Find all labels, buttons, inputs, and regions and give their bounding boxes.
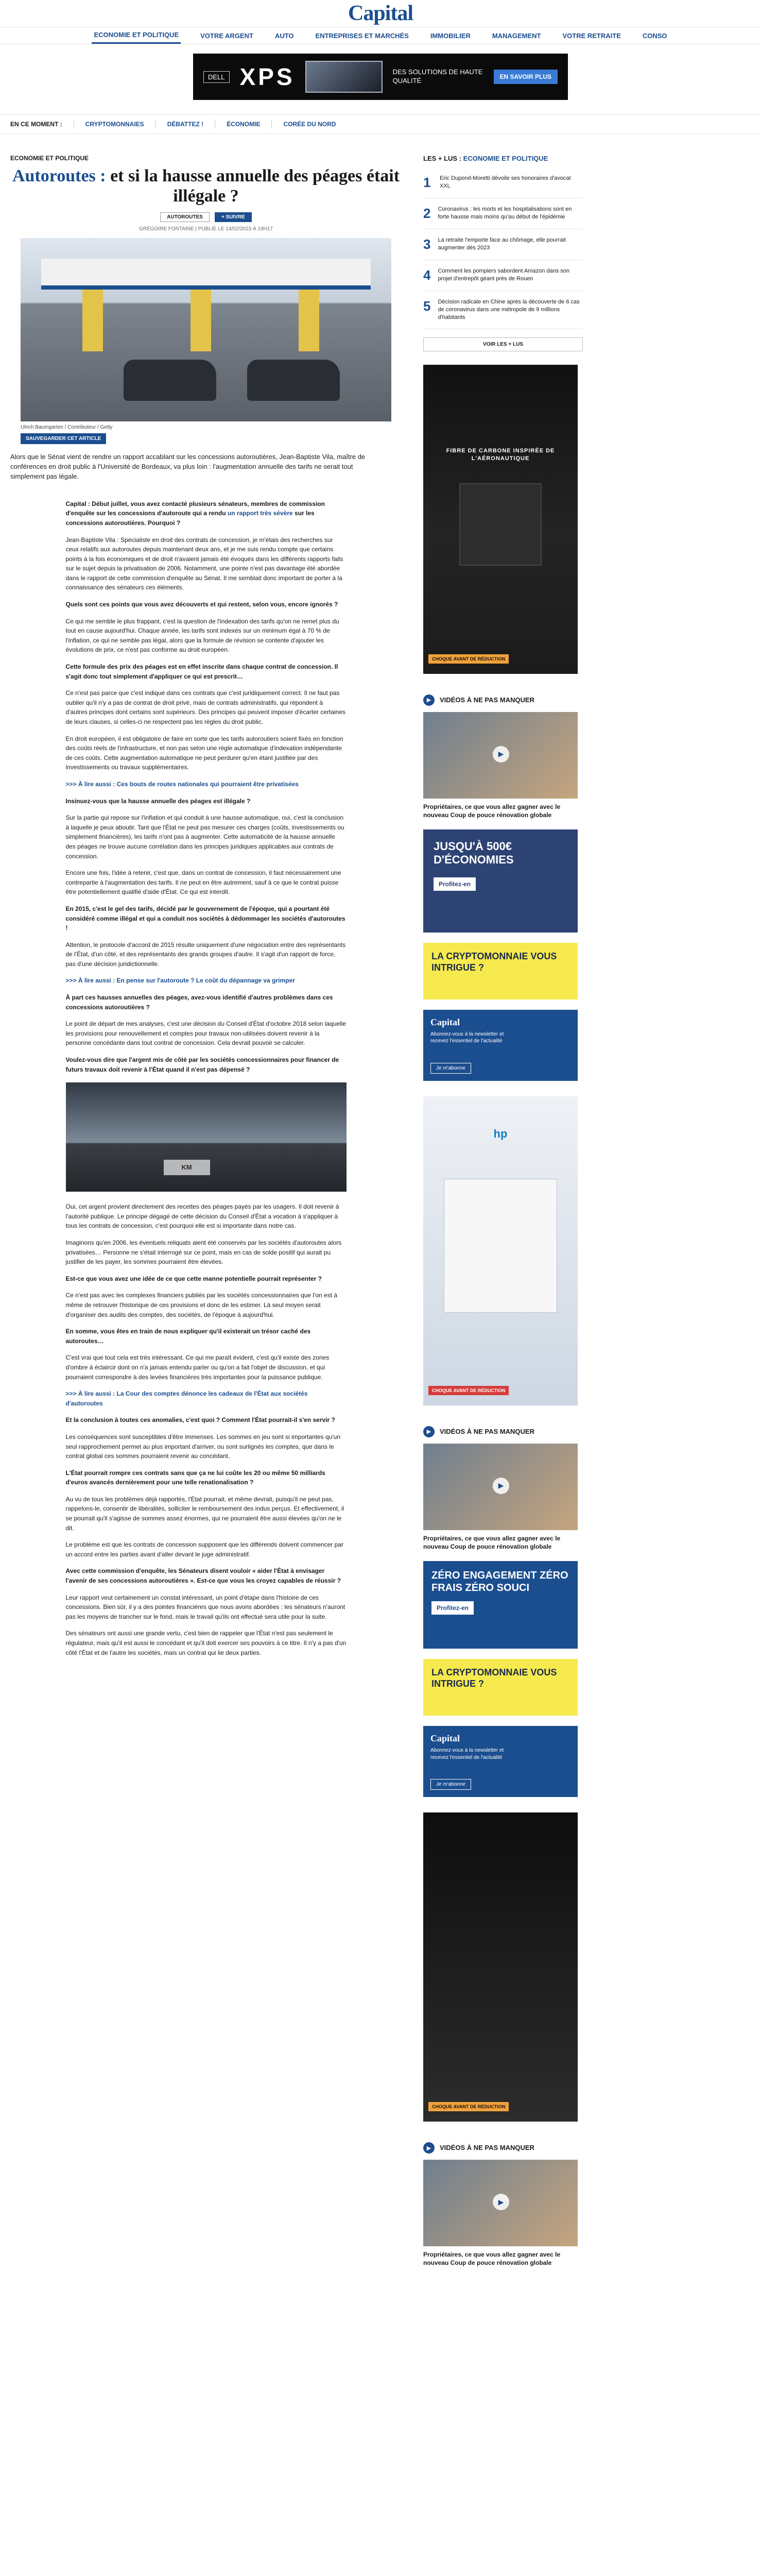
toll-canopy: [41, 259, 371, 290]
play-icon: ▶: [423, 1426, 435, 1437]
answer: Ce n'est pas parce que c'est indiqué dans ces contrats que c'est juridiquement correct. Il ne faut pas oublier qu'il n'y a pas de contrat de droit privé, mais de contrats administratifs, qui répondent à d'autres principes dont certains sont supérieurs. Des principes qui peuvent imposer d'écarter certaines de leurs clauses, si celles-ci ne respectent pas les règles du droit public.: [65, 689, 346, 725]
most-read-headline[interactable]: Eric Dupond-Moretti dévoile ses honoraires d'avocat XXL: [439, 175, 571, 189]
videos-header: [423, 694, 588, 706]
related-link[interactable]: >>> À lire aussi : La Cour des comptes dénonce les cadeaux de l'État aux sociétés d'autoroutes: [65, 1390, 308, 1407]
newsletter-button[interactable]: Je m'abonne: [430, 1063, 471, 1074]
trending-item-crypto[interactable]: CRYPTOMONNAIES: [85, 121, 144, 128]
image-credit: Ulrich Baumgarten / Contributeur / Getty: [21, 425, 113, 431]
toll-booth: [191, 290, 211, 351]
question: En 2015, c'est le gel des tarifs, décidé par le gouvernement de l'époque, qui a pourtant été considéré comme illégal et qui a conduit nos sociétés à dédommager les sociétés d'autoroutes !: [65, 905, 345, 932]
ad-cta-button[interactable]: CHOQUE AVANT DE RÉDUCTION: [428, 2102, 509, 2111]
rank-number: 2: [423, 206, 431, 221]
answer: Jean-Baptiste Vila : Spécialiste en droit des contrats de concession, je m'étais des recherches sur ceux relatifs aux autoroutes depuis maintenant deux ans, et je me suis rendu compte que certains points à la fois économiques et de droit n'avaient jamais été évoqués dans les différents rapports faits sur le sujet depuis la privatisation de 2006. Notamment, une pointe n'est pas davantage été abordée dans le rapport de cette commission d'enquête au Sénat. Il me semblait donc important de porter à la connaissance des sénateurs ces éléments.: [65, 536, 343, 591]
question: Et la conclusion à toutes ces anomalies, c'est quoi ? Comment l'État pourrait-il s'en servir ?: [65, 1416, 335, 1424]
answer: Les conséquences sont susceptibles d'être immenses. Les sommes en jeu sont si importantes qu'un seul rapprochement permet au plus important d'arriver, ou sont surlignés les comptes, que dans le contrat global ces sommes pourraient revenir au concédant.: [65, 1433, 341, 1460]
question: Avec cette commission d'enquête, les Sénateurs disent vouloir « aider l'État à envisager l'avenir de ses concessions autoroutières ». Est-ce que vous les croyez capables de réussir ?: [65, 1567, 341, 1585]
article-chapo: Alors que le Sénat vient de rendre un rapport accablant sur les concessions autoroutières, Jean-Baptiste Vila, maître de conférences en droit public à l'Université de Bordeaux, va plus loin : l'augmentation annuelle des tarifs ne serait tout simplement pas légale.: [10, 453, 366, 480]
crypto-card-title: LA CRYPTOMONNAIE VOUS INTRIGUE ?: [431, 951, 557, 973]
rank-number: 1: [423, 175, 431, 190]
videos-title: VIDÉOS À NE PAS MANQUER: [440, 1428, 534, 1436]
answer: Des sénateurs ont aussi une grande vertu, c'est bien de rappeler que l'État n'est pas seulement le régulateur, mais qu'il est aussi le concédant et qu'il doit exercer ses pouvoirs à ce titre. Il n'y a pas d'un côté l'État et de l'autre les sociétés, mais un contrat qui lie deux parties.: [65, 1630, 347, 1656]
question: À part ces hausses annuelles des péages, avez-vous identifié d'autres problèmes dans ces concessions autoroutières ?: [65, 994, 333, 1011]
question: Cette formule des prix des péages est en effet inscrite dans chaque contrat de concession. Il s'agit donc tout simplement d'appliquer ce qui est prescrit…: [65, 663, 338, 680]
article-byline: GRÉGOIRE FONTAINE | PUBLIÉ LE 14/02/2023 À 19H17: [139, 226, 273, 232]
newsletter-text: Abonnez-vous à la newsletter et recevez l'essentiel de l'actualité: [430, 1031, 504, 1044]
title-rest: et si la hausse annuelle des péages était illégale ?: [110, 166, 400, 206]
promo-text: DES SOLUTIONS DE HAUTE QUALITÉ: [392, 68, 483, 84]
video-caption[interactable]: Propriétaires, ce que vous allez gagner avec le nouveau Coup de pouce rénovation globale: [423, 803, 561, 819]
rank-number: 3: [423, 236, 431, 252]
trending-bar: [0, 114, 761, 134]
inline-link[interactable]: un rapport très sévère: [227, 510, 293, 517]
newsletter-logo: Capital: [430, 1733, 460, 1744]
ad-product-image: [444, 1179, 557, 1313]
answer: Au vu de tous les problèmes déjà rapportés, l'État pourrait, et même devrait, puisqu'il ne peut pas, rappelons-le, consentir de libéralités, solliciter le remboursement des indus perçus. Et effectivement, il se pourrait qu'il s'agisse de sommes assez énormes, qui ne pourraient être aussi élevées qu'on ne le dit.: [65, 1495, 344, 1532]
laptop-image: [305, 61, 383, 93]
main-nav: [0, 27, 761, 44]
car: [247, 360, 340, 401]
ad-skyscraper[interactable]: [423, 1096, 578, 1405]
videos-block: [423, 2142, 588, 2267]
nav-item-conso[interactable]: CONSO: [642, 31, 667, 40]
article-tags: [10, 212, 402, 222]
rank-number: 5: [423, 298, 431, 314]
toll-booth: [82, 290, 103, 351]
most-read-title: [423, 155, 578, 162]
video-caption[interactable]: Propriétaires, ce que vous allez gagner avec le nouveau Coup de pouce rénovation globale: [423, 2251, 561, 2267]
video-thumbnail[interactable]: [423, 1444, 578, 1530]
rank-number: 4: [423, 267, 431, 283]
promo-card-title: JUSQU'À 500€ D'ÉCONOMIES: [434, 839, 514, 867]
question: Insinuez-vous que la hausse annuelle des péages est illégale ?: [65, 797, 251, 805]
most-read-prefix: LES + LUS :: [423, 155, 462, 162]
videos-title: VIDÉOS À NE PAS MANQUER: [440, 696, 534, 704]
videos-block: [423, 694, 588, 819]
nav-item-auto[interactable]: AUTO: [274, 31, 294, 40]
promo-product: XPS: [239, 63, 295, 90]
ad-skyscraper[interactable]: [423, 1812, 578, 2122]
play-icon[interactable]: ▶: [493, 746, 509, 762]
km-sign: KM: [164, 1160, 210, 1175]
answer: Imaginons qu'en 2006, les éventuels reliquats aient été conservés par les sociétés d'autoroutes alors privatisées… Personne ne s'était interrogé sur ce point, mais en cas de solde positif qui aurait pu justifier de les payer, les sommes pourraient être élevées.: [65, 1239, 342, 1266]
videos-header: [423, 1426, 588, 1437]
videos-block: [423, 1426, 588, 1551]
promo-banner[interactable]: [193, 54, 568, 100]
promo-card-button[interactable]: Profitez-en: [434, 877, 476, 891]
nav-item-retraite[interactable]: VOTRE RETRAITE: [562, 31, 621, 40]
related-link[interactable]: >>> À lire aussi : En pense sur l'autoroute ? Le coût du dépannage va grimper: [65, 977, 295, 985]
article-body: [66, 499, 347, 1657]
play-icon: ▶: [423, 694, 435, 706]
nav-item-immobilier[interactable]: IMMOBILIER: [430, 31, 471, 40]
trending-label: EN CE MOMENT :: [10, 121, 62, 128]
crypto-card-title: LA CRYPTOMONNAIE VOUS INTRIGUE ?: [431, 1667, 557, 1689]
divider: [271, 120, 272, 129]
ad-cta-button[interactable]: CHOQUE AVANT DE RÉDUCTION: [428, 654, 509, 664]
related-link[interactable]: >>> À lire aussi : Ces bouts de routes nationales qui pourraient être privatisées: [65, 780, 299, 788]
question: En somme, vous êtes en train de nous expliquer qu'il existerait un trésor caché des autoroutes…: [65, 1328, 311, 1345]
question: Quels sont ces points que vous avez découverts et qui restent, selon vous, encore ignorés ?: [65, 601, 338, 608]
article-title: [10, 166, 402, 206]
most-read-item[interactable]: [423, 167, 583, 198]
most-read-category: ECONOMIE ET POLITIQUE: [463, 155, 548, 162]
save-article-button[interactable]: SAUVEGARDER CET ARTICLE: [21, 433, 106, 444]
hero-image: [21, 238, 391, 421]
newsletter-logo: Capital: [430, 1016, 460, 1027]
most-read-item[interactable]: [423, 291, 583, 329]
answer: Le problème est que les contrats de concession supposent que les différends doivent commencer par un accord entre les parties avant d'aller devant le juge administratif.: [65, 1541, 343, 1558]
newsletter-card[interactable]: [423, 1726, 578, 1797]
question: Voulez-vous dire que l'argent mis de côté par les sociétés concessionnaires pour financer de futurs travaux doit revenir à l'État quand il n'est pas dépensé ?: [65, 1056, 339, 1073]
most-read-item[interactable]: [423, 229, 583, 260]
promo-card[interactable]: [423, 829, 578, 933]
promo-brand: DELL: [203, 71, 230, 83]
answer: Ce qui me semble le plus frappant, c'est la question de l'indexation des tarifs qu'on ne remet plus du tout en cause aujourd'hui. Chaque année, les tarifs sont indexés sur un minimum égal à 70 % de l'inflation, ce qui ne semble pas légal, alors que la formule de révision se contente d'ajouter les évolutions de prix, ce n'est pas conforme au droit européen.: [65, 617, 339, 654]
ad-brand-logo: hp: [493, 1127, 508, 1140]
crypto-card[interactable]: [423, 1659, 578, 1716]
promo-card-button[interactable]: Profitez-en: [431, 1601, 474, 1615]
most-read-headline[interactable]: La retraite l'emporte face au chômage, elle pourrait augmenter dès 2023: [438, 237, 566, 251]
ad-skyscraper[interactable]: [423, 365, 578, 674]
question: Est-ce que vous avez une idée de ce que cette manne potentielle pourrait représenter ?: [65, 1275, 322, 1282]
ad-text: FIBRE DE CARBONE INSPIRÉE DE L'AÉRONAUTIQUE: [446, 447, 555, 462]
content-layout: [0, 155, 761, 2267]
nav-item-management[interactable]: MANAGEMENT: [492, 31, 541, 40]
most-read-item[interactable]: [423, 198, 583, 229]
title-lead: Autoroutes :: [12, 166, 106, 185]
site-header: [0, 0, 761, 27]
answer: Oui, cet argent provient directement des recettes des péages payés par les usagers. Il doit revenir à l'autorité publique. Le principe dégagé de cette décision du Conseil d'État a vocation à s'appliquer à tous les contrats de concession, c'est pourquoi elle est si importante dans notre cas.: [65, 1203, 339, 1230]
promo-cta-button[interactable]: EN SAVOIR PLUS: [494, 70, 558, 84]
nav-item-argent[interactable]: VOTRE ARGENT: [200, 31, 253, 40]
answer: En droit européen, il est obligatoire de faire en sorte que les tarifs autoroutiers soient fixés en fonction des coûts réels de l'infrastructure, et non pas selon une règle automatique d'indexation indépendante de ces coûts. Cette augmentation automatique ne peut perdurer qu'en étant justifiée par des investissements ou travaux supplémentaires.: [65, 735, 343, 771]
answer: Ce n'est pas avec les complexes financiers publiés par les sociétés concessionnaires que l'on est à même de retrouver l'historique de ces provisions et donc de les estimer. Là seul moyen serait d'organiser des audits des comptes, des sociétés, de l'époque à aujourd'hui.: [65, 1292, 338, 1318]
article-column: [10, 155, 402, 2267]
answer: Encore une fois, l'idée à retenir, c'est que, dans un contrat de concession, il faut nécessairement une contrepartie à l'augmentation des tarifs. Il ne peut en être autrement, sauf à ce que le contrat puisse être potentiellement qualifié d'aide d'État. Ce qui est interdit.: [65, 869, 341, 896]
most-read-headline[interactable]: Décision radicale en Chine après la découverte de 6 cas de coronavirus dans une métropole de 9 millions d'habitants: [438, 299, 580, 320]
answer: Sur la partie qui repose sur l'inflation et qui conduit à une hausse automatique, oui, c'est la conclusion à laquelle je peux aboutir. Tant que l'État ne peut pas mesurer ces charges (coûts, investissements ou simplement financières), les tarifs n'ont pas à augmenter. Cette automaticité de la hausse annuelle des péages ne trouve aucune corrélation dans les principes juridiques applicables aux contrats de concession.: [65, 814, 344, 860]
follow-button[interactable]: + SUIVRE: [215, 212, 252, 222]
most-read-headline[interactable]: Coronavirus : les morts et les hospitalisations sont en forte hausse mais moins qu'au début de l'épidémie: [438, 206, 572, 220]
video-thumbnail[interactable]: [423, 2160, 578, 2246]
tag-autoroutes[interactable]: AUTOROUTES: [160, 212, 210, 222]
most-read-item[interactable]: [423, 260, 583, 291]
videos-title: VIDÉOS À NE PAS MANQUER: [440, 2144, 534, 2152]
play-icon: ▶: [423, 2142, 435, 2154]
newsletter-button[interactable]: Je m'abonne: [430, 1779, 471, 1790]
play-icon[interactable]: ▶: [493, 2194, 509, 2210]
article-figure: [66, 1082, 347, 1192]
car: [124, 360, 216, 401]
trending-item-debattez[interactable]: DÉBATTEZ !: [167, 121, 204, 128]
most-read-list: [423, 167, 583, 329]
answer: Attention, le protocole d'accord de 2015 résulte uniquement d'une négociation entre des représentants de l'État, d'un côté, et des représentants des grands groupes d'autre. Il s'agit d'un rapport de force, pas d'une décision juridictionnelle.: [65, 941, 346, 968]
video-caption[interactable]: Propriétaires, ce que vous allez gagner avec le nouveau Coup de pouce rénovation globale: [423, 1534, 561, 1551]
site-logo[interactable]: Capital: [348, 2, 413, 25]
play-icon[interactable]: ▶: [493, 1478, 509, 1494]
newsletter-card[interactable]: [423, 1010, 578, 1081]
most-read-headline[interactable]: Comment les pompiers sabordent Amazon dans son projet d'entrepôt géant près de Rouen: [438, 268, 570, 282]
trending-item-coree[interactable]: CORÉE DU NORD: [283, 121, 336, 128]
ad-product-image: [459, 483, 542, 566]
promo-card[interactable]: [423, 1561, 578, 1649]
answer: Leur rapport veut certainement un constat intéressant, un point d'étape dans l'histoire de ces concessions. Bien sûr, il y a des pointes financières que nous avons abordées : les sénateurs n'auront pas les moyens de trancher sur le fond, mais le travail qu'ils ont effectué sera utile pour la suite.: [65, 1594, 345, 1620]
crypto-card[interactable]: [423, 943, 578, 999]
videos-header: [423, 2142, 588, 2154]
question: L'État pourrait rompre ces contrats sans que ça ne lui coûte les 20 ou même 50 milliards d'euros avancés dernièrement pour une telle renationalisation ?: [65, 1469, 325, 1486]
ad-cta-button[interactable]: CHOQUE AVANT DE RÉDUCTION: [428, 1386, 509, 1395]
nav-item-entreprises[interactable]: ENTREPRISES ET MARCHÉS: [315, 31, 409, 40]
video-thumbnail[interactable]: [423, 712, 578, 799]
promo-card-title: ZÉRO ENGAGEMENT ZÉRO FRAIS ZÉRO SOUCI: [431, 1570, 568, 1594]
nav-item-economie[interactable]: ECONOMIE ET POLITIQUE: [92, 27, 181, 44]
answer: Le point de départ de mes analyses, c'est une décision du Conseil d'État d'octobre 2018 selon laquelle les provisions pour renouvellement et comptes pour travaux non-utilisées doivent revenir à la personne concédante dans tout contrat de concession. Cela devrait pouvoir se calculer.: [65, 1020, 347, 1047]
question: [66, 499, 347, 528]
trending-item-economie[interactable]: ÉCONOMIE: [227, 121, 261, 128]
answer: C'est vrai que tout cela est très intéressant. Ce qui me paraît évident, c'est qu'il existe des zones d'ombre à éclaircir dont on n'a jamais entendu parler ou qu'on a fait l'objet de discussion, et qui pourraient correspondre à des levées financières très importantes pour la puissance publique.: [65, 1354, 330, 1381]
question-text: sur les concessions autoroutières. Pourquoi ?: [65, 510, 315, 527]
newsletter-text: Abonnez-vous à la newsletter et recevez l'essentiel de l'actualité: [430, 1748, 504, 1760]
article-category[interactable]: ECONOMIE ET POLITIQUE: [10, 155, 89, 162]
divider: [155, 120, 156, 129]
see-more-button[interactable]: VOIR LES + LUS: [423, 337, 583, 351]
sidebar: [418, 155, 751, 2267]
question-text: Capital : Début juillet, vous avez contacté plusieurs sénateurs, membres de commission d'enquête sur les concessions d'autoroute qui a rendu: [65, 500, 325, 517]
toll-booth: [299, 290, 319, 351]
